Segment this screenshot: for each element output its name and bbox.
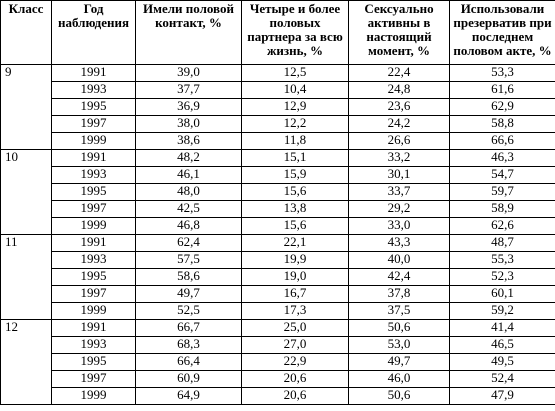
cell-had-intercourse: 49,7 [136, 286, 242, 303]
cell-klass: 12 [1, 320, 52, 405]
cell-had-intercourse: 48,2 [136, 150, 242, 167]
table-row [1, 320, 555, 337]
cell-had-intercourse: 46,1 [136, 167, 242, 184]
cell-four-plus-partners: 13,8 [242, 201, 349, 218]
cell-currently-active: 37,5 [349, 303, 450, 320]
table-body [1, 65, 555, 405]
table-row [1, 167, 555, 184]
table-row [1, 354, 555, 371]
table-row [1, 337, 555, 354]
cell-currently-active: 40,0 [349, 252, 450, 269]
cell-condom-use: 59,7 [450, 184, 555, 201]
header-klass: Класс [1, 1, 52, 65]
cell-currently-active: 46,0 [349, 371, 450, 388]
cell-four-plus-partners: 15,1 [242, 150, 349, 167]
cell-year: 1999 [52, 218, 136, 235]
cell-currently-active: 26,6 [349, 133, 450, 150]
table-row [1, 388, 555, 405]
cell-currently-active: 22,4 [349, 65, 450, 82]
cell-had-intercourse: 66,7 [136, 320, 242, 337]
cell-year: 1991 [52, 65, 136, 82]
cell-year: 1993 [52, 82, 136, 99]
cell-had-intercourse: 66,4 [136, 354, 242, 371]
cell-had-intercourse: 46,8 [136, 218, 242, 235]
cell-currently-active: 33,7 [349, 184, 450, 201]
cell-currently-active: 49,7 [349, 354, 450, 371]
cell-four-plus-partners: 12,5 [242, 65, 349, 82]
table-row [1, 252, 555, 269]
cell-currently-active: 50,6 [349, 388, 450, 405]
header-four-plus-partners: Четыре и более половых партнера за всю жизнь, % [242, 1, 349, 65]
cell-currently-active: 23,6 [349, 99, 450, 116]
cell-currently-active: 33,2 [349, 150, 450, 167]
cell-condom-use: 48,7 [450, 235, 555, 252]
cell-currently-active: 50,6 [349, 320, 450, 337]
cell-had-intercourse: 64,9 [136, 388, 242, 405]
cell-currently-active: 24,2 [349, 116, 450, 133]
cell-condom-use: 55,3 [450, 252, 555, 269]
cell-had-intercourse: 62,4 [136, 235, 242, 252]
cell-had-intercourse: 48,0 [136, 184, 242, 201]
cell-currently-active: 33,0 [349, 218, 450, 235]
cell-year: 1995 [52, 184, 136, 201]
table-row [1, 184, 555, 201]
cell-condom-use: 52,3 [450, 269, 555, 286]
cell-four-plus-partners: 15,6 [242, 184, 349, 201]
cell-condom-use: 53,3 [450, 65, 555, 82]
cell-condom-use: 60,1 [450, 286, 555, 303]
table-row [1, 116, 555, 133]
header-had-intercourse: Имели половой контакт, % [136, 1, 242, 65]
cell-had-intercourse: 60,9 [136, 371, 242, 388]
table-row [1, 235, 555, 252]
cell-currently-active: 53,0 [349, 337, 450, 354]
cell-four-plus-partners: 10,4 [242, 82, 349, 99]
cell-four-plus-partners: 19,9 [242, 252, 349, 269]
cell-had-intercourse: 42,5 [136, 201, 242, 218]
cell-four-plus-partners: 15,6 [242, 218, 349, 235]
cell-four-plus-partners: 19,0 [242, 269, 349, 286]
cell-year: 1997 [52, 371, 136, 388]
cell-year: 1999 [52, 388, 136, 405]
cell-four-plus-partners: 22,1 [242, 235, 349, 252]
cell-four-plus-partners: 25,0 [242, 320, 349, 337]
table-row [1, 371, 555, 388]
table-row [1, 99, 555, 116]
cell-condom-use: 58,9 [450, 201, 555, 218]
cell-currently-active: 43,3 [349, 235, 450, 252]
table-row [1, 65, 555, 82]
cell-four-plus-partners: 27,0 [242, 337, 349, 354]
cell-four-plus-partners: 17,3 [242, 303, 349, 320]
cell-had-intercourse: 68,3 [136, 337, 242, 354]
cell-year: 1997 [52, 116, 136, 133]
cell-four-plus-partners: 20,6 [242, 388, 349, 405]
cell-year: 1997 [52, 286, 136, 303]
cell-year: 1995 [52, 269, 136, 286]
table-row [1, 201, 555, 218]
cell-had-intercourse: 38,6 [136, 133, 242, 150]
cell-condom-use: 52,4 [450, 371, 555, 388]
cell-condom-use: 62,9 [450, 99, 555, 116]
cell-four-plus-partners: 15,9 [242, 167, 349, 184]
cell-currently-active: 30,1 [349, 167, 450, 184]
cell-four-plus-partners: 12,2 [242, 116, 349, 133]
cell-klass: 9 [1, 65, 52, 150]
table-row [1, 286, 555, 303]
header-row [1, 1, 555, 65]
header-condom-use: Использовали презерватив при последнем половом акте, % [450, 1, 555, 65]
header-currently-active: Сексуально активны в настоящий момент, % [349, 1, 450, 65]
cell-year: 1995 [52, 354, 136, 371]
cell-had-intercourse: 57,5 [136, 252, 242, 269]
cell-year: 1995 [52, 99, 136, 116]
cell-condom-use: 54,7 [450, 167, 555, 184]
table-row [1, 82, 555, 99]
cell-four-plus-partners: 12,9 [242, 99, 349, 116]
cell-klass: 11 [1, 235, 52, 320]
cell-condom-use: 58,8 [450, 116, 555, 133]
cell-currently-active: 29,2 [349, 201, 450, 218]
cell-year: 1991 [52, 320, 136, 337]
table-row [1, 218, 555, 235]
cell-condom-use: 46,5 [450, 337, 555, 354]
cell-condom-use: 46,3 [450, 150, 555, 167]
cell-klass: 10 [1, 150, 52, 235]
cell-four-plus-partners: 22,9 [242, 354, 349, 371]
cell-year: 1999 [52, 133, 136, 150]
cell-had-intercourse: 39,0 [136, 65, 242, 82]
table-row [1, 133, 555, 150]
cell-year: 1993 [52, 337, 136, 354]
cell-condom-use: 41,4 [450, 320, 555, 337]
cell-had-intercourse: 37,7 [136, 82, 242, 99]
cell-year: 1991 [52, 150, 136, 167]
cell-condom-use: 62,6 [450, 218, 555, 235]
cell-condom-use: 66,6 [450, 133, 555, 150]
cell-year: 1997 [52, 201, 136, 218]
cell-condom-use: 61,6 [450, 82, 555, 99]
cell-condom-use: 47,9 [450, 388, 555, 405]
cell-four-plus-partners: 11,8 [242, 133, 349, 150]
cell-had-intercourse: 52,5 [136, 303, 242, 320]
header-year: Год наблюдения [52, 1, 136, 65]
cell-year: 1999 [52, 303, 136, 320]
cell-year: 1991 [52, 235, 136, 252]
cell-currently-active: 42,4 [349, 269, 450, 286]
cell-had-intercourse: 58,6 [136, 269, 242, 286]
cell-year: 1993 [52, 167, 136, 184]
cell-four-plus-partners: 20,6 [242, 371, 349, 388]
cell-currently-active: 24,8 [349, 82, 450, 99]
cell-had-intercourse: 38,0 [136, 116, 242, 133]
cell-four-plus-partners: 16,7 [242, 286, 349, 303]
cell-condom-use: 49,5 [450, 354, 555, 371]
cell-had-intercourse: 36,9 [136, 99, 242, 116]
table-row [1, 303, 555, 320]
cell-currently-active: 37,8 [349, 286, 450, 303]
table-row [1, 269, 555, 286]
cell-year: 1993 [52, 252, 136, 269]
table-row [1, 150, 555, 167]
cell-condom-use: 59,2 [450, 303, 555, 320]
